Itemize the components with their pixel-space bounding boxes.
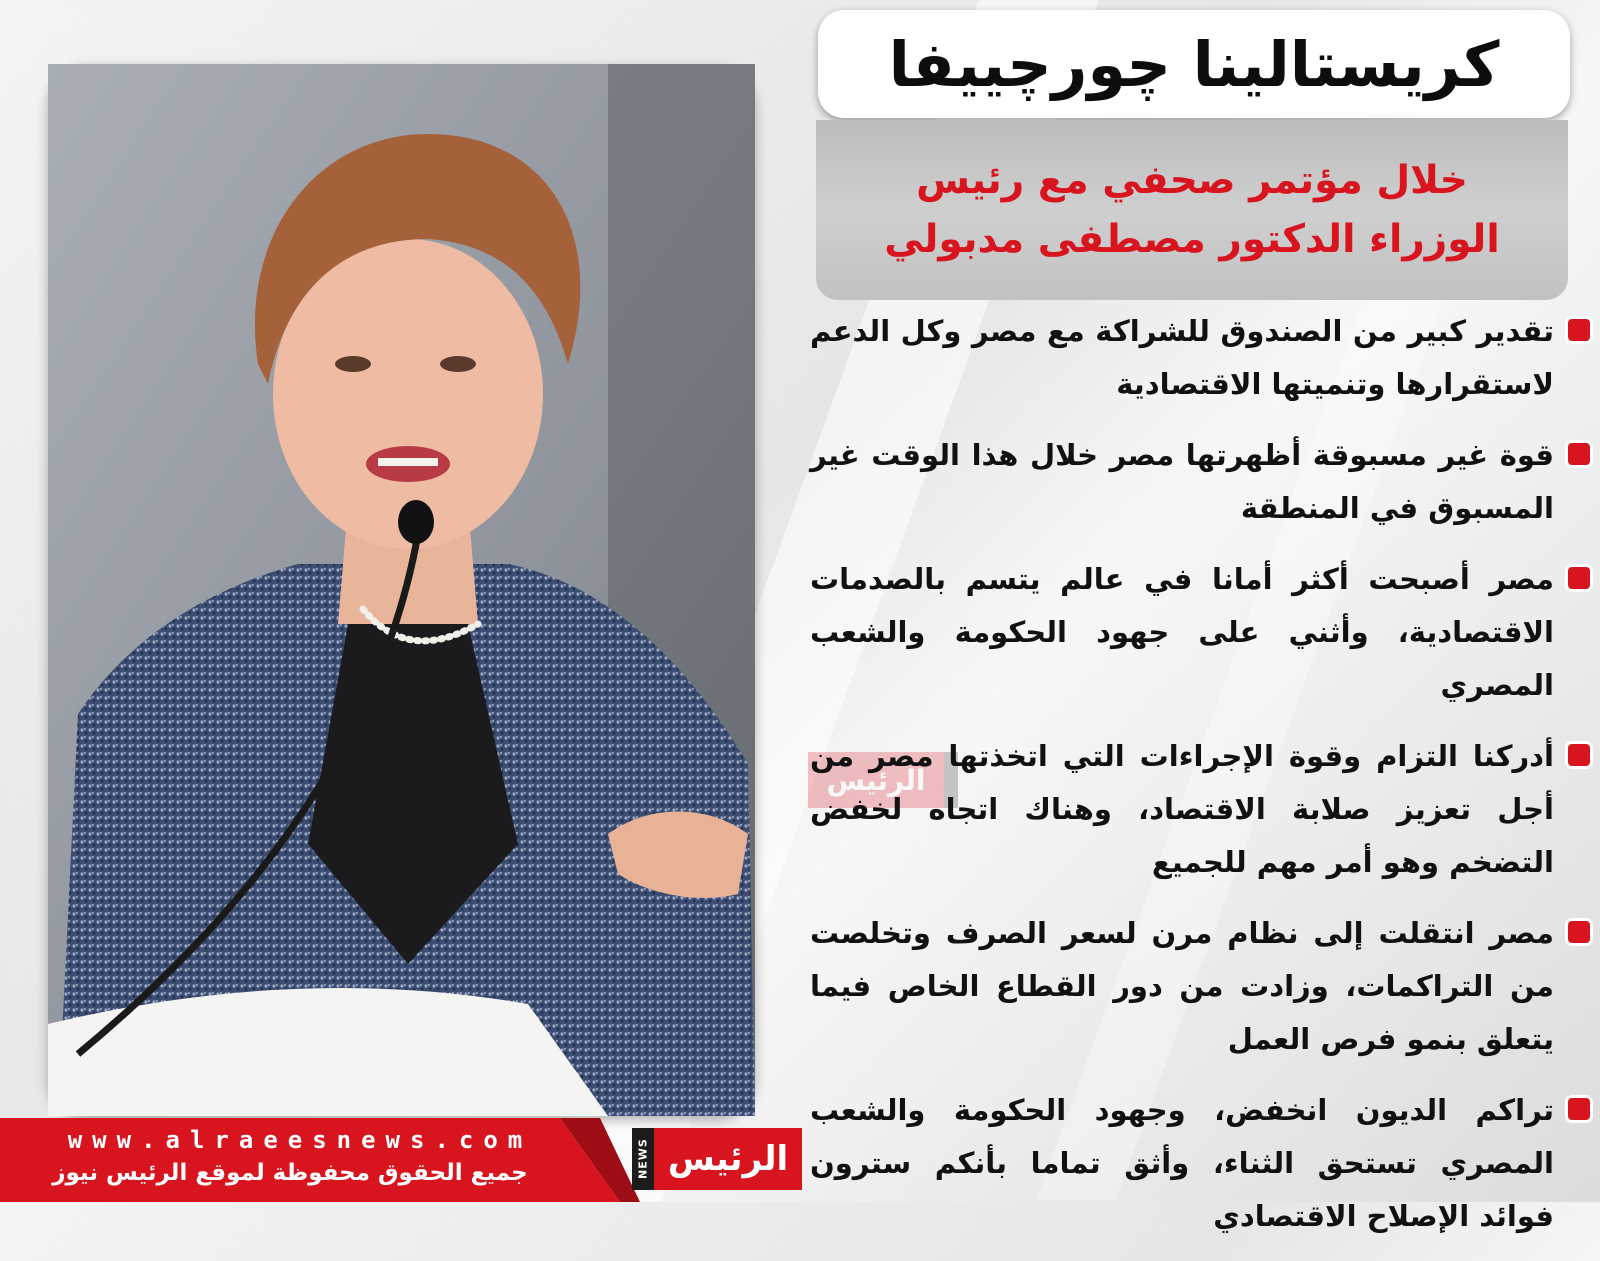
bullet-square-icon [1568,319,1590,341]
bullet-square-icon [1568,1098,1590,1120]
website-url[interactable]: www.alraeesnews.com [67,1126,533,1154]
watermark-logo-name: الرئيس [808,752,944,808]
list-item [800,907,1590,1066]
bullet-text: قوة غير مسبوقة أظهرتها مصر خلال هذا الوقت غير المسبوق في المنطقة [810,438,1554,525]
portrait-photo [48,64,755,1116]
bullet-text: تراكم الديون انخفض، وجهود الحكومة والشعب المصري تستحق الثناء، وأثق تماما بأنكم سترون فوائد الإصلاح الاقتصادي [810,1093,1554,1233]
list-item [800,429,1590,535]
page-title: كريستالينا چورچييفا [888,27,1500,101]
title-box [818,10,1570,118]
subtitle-box [816,120,1568,300]
bullet-text: أدركنا التزام وقوة الإجراءات التي اتخذتها مصر من أجل تعزيز صلابة الاقتصاد، وهناك اتجاه لخفض التضخم وهو أمر مهم للجميع [810,739,1554,879]
bullet-text: مصر انتقلت إلى نظام مرن لسعر الصرف وتخلصت من التراكمات، وزادت من دور القطاع الخاص فيما يتعلق بنمو فرص العمل [810,916,1554,1056]
bullet-square-icon [1568,443,1590,465]
logo-news-label: NEWS [632,1128,654,1190]
bullet-square-icon [1568,921,1590,943]
bullet-text: تقدير كبير من الصندوق للشراكة مع مصر وكل الدعم لاستقرارها وتنميتها الاقتصادية [810,314,1554,401]
bullet-text: مصر أصبحت أكثر أمانا في عالم يتسم بالصدمات الاقتصادية، وأثني على جهود الحكومة والشعب المصري [810,562,1554,702]
bullet-square-icon [1568,567,1590,589]
list-item [800,1084,1590,1243]
bullet-list [800,305,1590,1261]
list-item [800,305,1590,411]
subtitle-line-2: الوزراء الدكتور مصطفى مدبولي [884,217,1500,262]
portrait-illustration [48,64,755,1116]
copyright-text: جميع الحقوق محفوظة لموقع الرئيس نيوز [52,1160,528,1186]
subtitle-line-1: خلال مؤتمر صحفي مع رئيس [916,158,1468,203]
list-item [800,553,1590,712]
list-item [800,730,1590,889]
logo-name: الرئيس [654,1128,802,1190]
brand-logo [632,1128,802,1190]
bullet-square-icon [1568,744,1590,766]
